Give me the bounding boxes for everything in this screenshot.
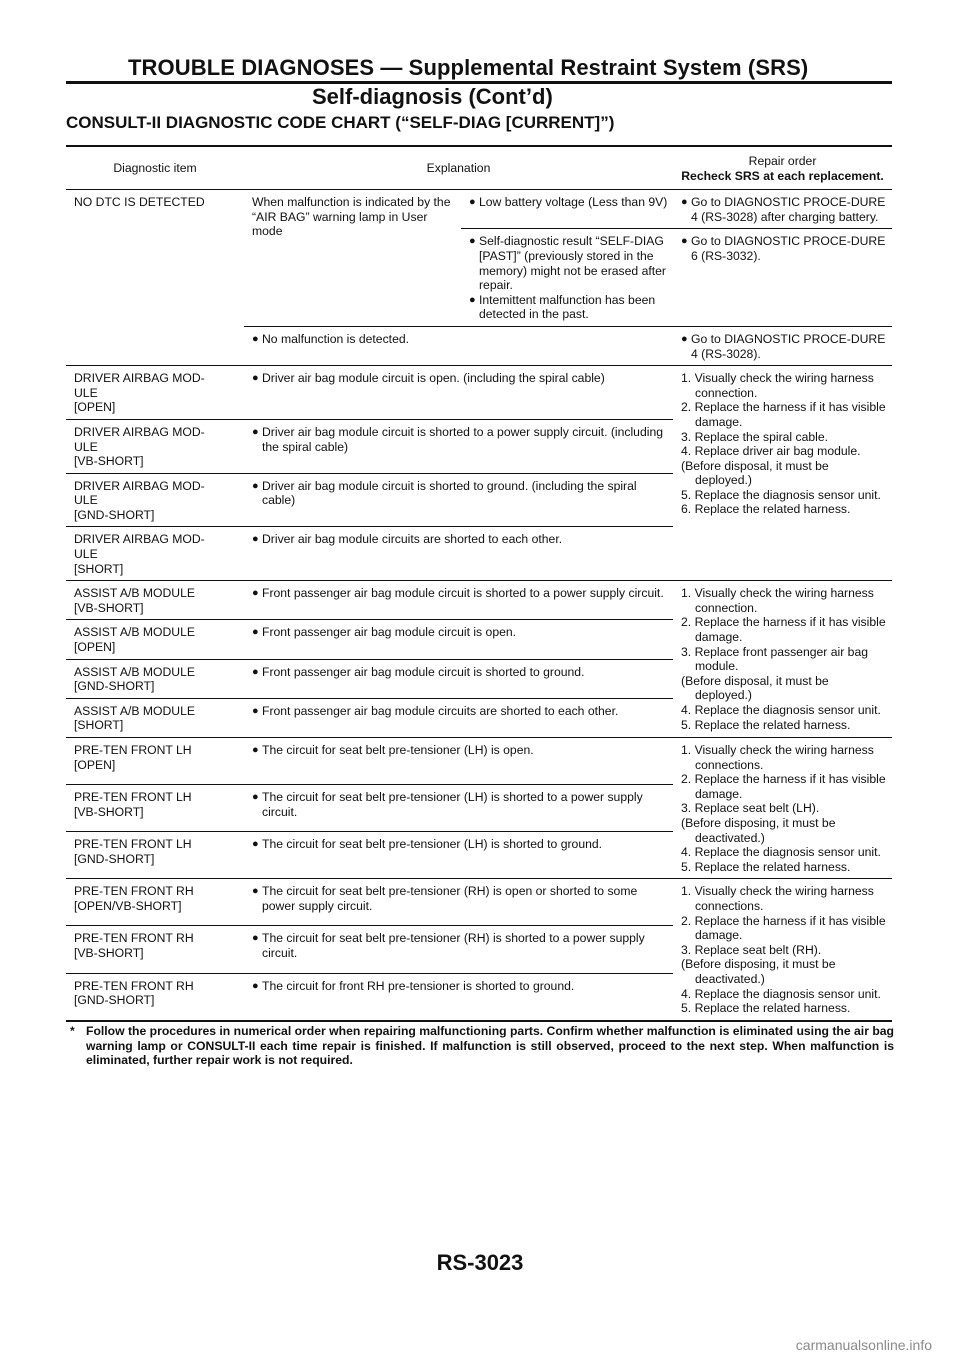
- item-cell: [66, 926, 244, 973]
- cause-cell: [461, 229, 673, 327]
- item-cell: [66, 879, 244, 926]
- bullet-icon: ●: [252, 885, 259, 898]
- repair-step: 5. Replace the diagnosis sensor unit.: [681, 487, 881, 502]
- repair-step: (Before disposal, it must be deployed.): [681, 458, 829, 488]
- item-text: DRIVER AIRBAG MOD-: [74, 371, 205, 386]
- explanation-cell: [244, 832, 673, 879]
- header-title: TROUBLE DIAGNOSES — Supplemental Restraint System (SRS): [128, 55, 809, 80]
- repair-step: 2. Replace the harness if it has visible damage.: [681, 400, 886, 429]
- table-row: [66, 581, 892, 620]
- explanation-text: Front passenger air bag module circuit is shorted to ground.: [262, 664, 585, 679]
- item-text: [GND-SHORT]: [74, 507, 155, 522]
- bullet-icon: ●: [252, 665, 259, 678]
- cause-text: Low battery voltage (Less than 9V): [479, 195, 668, 210]
- item-cell: [66, 659, 244, 698]
- bullet-icon: ●: [252, 425, 259, 438]
- explanation-text: The circuit for seat belt pre-tensioner (LH) is shorted to a power supply circuit.: [262, 790, 643, 819]
- footnote-text: Follow the procedures in numerical order when repairing malfunctioning parts. Confirm whether malfunction is eliminated using the air bag warning lamp or CONSULT-II each time repair is finished. If malfunction is still observed, proceed to the next step. When malfunction is eliminated, further repair work is not required.: [86, 1024, 894, 1068]
- header-subtitle: Self-diagnosis (Cont’d): [312, 84, 553, 109]
- action-text: Go to DIAGNOSTIC PROCE-DURE 4 (RS-3028).: [691, 331, 886, 361]
- item-text: ASSIST A/B MODULE: [74, 664, 196, 679]
- item-text: [GND-SHORT]: [74, 993, 155, 1008]
- bullet-icon: ●: [252, 744, 259, 756]
- repair-step: 2. Replace the harness if it has visible damage.: [681, 772, 886, 801]
- repair-step: 1. Visually check the wiring harness connections.: [681, 884, 874, 913]
- item-text: PRE-TEN FRONT LH: [74, 790, 192, 805]
- repair-cell: [673, 581, 892, 738]
- diagnostic-code-chart: [66, 147, 892, 1020]
- column-header-explanation: Explanation: [426, 161, 491, 176]
- item-text: [SHORT]: [74, 718, 124, 733]
- repair-step: 1. Visually check the wiring harness connections.: [681, 743, 874, 772]
- item-text: PRE-TEN FRONT RH: [74, 884, 194, 899]
- explanation-cell: [244, 473, 673, 527]
- repair-step: 1. Visually check the wiring harness connection.: [681, 371, 874, 400]
- bullet-icon: ●: [252, 704, 259, 717]
- table-row: [66, 879, 892, 926]
- item-text: PRE-TEN FRONT RH: [74, 931, 194, 946]
- item-text: [SHORT]: [74, 561, 124, 576]
- explanation-text: Front passenger air bag module circuits are shorted to each other.: [262, 703, 619, 718]
- cause-text: Self-diagnostic result “SELF-DIAG [PAST]” (previously stored in the memory) might not be erased after repair.: [479, 234, 666, 293]
- item-text: ASSIST A/B MODULE: [74, 586, 196, 601]
- table-row: [66, 190, 892, 229]
- item-cell: [66, 785, 244, 832]
- bullet-icon: ●: [252, 533, 259, 546]
- table-body: [66, 190, 892, 1020]
- item-text: ULE: [74, 439, 98, 454]
- bullet-icon: ●: [681, 235, 688, 248]
- item-text: ULE: [74, 385, 98, 400]
- repair-order-note: Recheck SRS at each replacement.: [681, 168, 884, 183]
- column-header-item: Diagnostic item: [113, 161, 197, 176]
- item-cell: [66, 581, 244, 620]
- repair-cell: [673, 190, 892, 229]
- bullet-icon: ●: [469, 196, 476, 209]
- explanation-text: Driver air bag module circuit is shorted to ground. (including the spiral cable): [262, 478, 637, 508]
- explanation-cell: [244, 785, 673, 832]
- item-text: [OPEN]: [74, 400, 116, 415]
- explanation-cell: [244, 738, 673, 785]
- bullet-icon: ●: [469, 235, 476, 248]
- explanation-text: The circuit for seat belt pre-tensioner (RH) is shorted to a power supply circuit.: [262, 931, 645, 961]
- explanation-cell: [244, 973, 673, 1020]
- bullet-icon: ●: [252, 332, 259, 345]
- repair-step: 3. Replace seat belt (RH).: [681, 942, 822, 957]
- cause-cell: [244, 326, 673, 365]
- action-text: Go to DIAGNOSTIC PROCE-DURE 4 (RS-3028) after charging battery.: [691, 195, 886, 224]
- repair-cell: [673, 879, 892, 1020]
- explanation-text: Driver air bag module circuit is shorted to a power supply circuit. (including the spiral cable): [262, 424, 664, 454]
- repair-step: 3. Replace seat belt (LH).: [681, 801, 820, 816]
- item-text: [GND-SHORT]: [74, 679, 155, 694]
- cause-cell: [461, 190, 673, 229]
- repair-step: 5. Replace the related harness.: [681, 1001, 851, 1016]
- item-text: PRE-TEN FRONT LH: [74, 743, 192, 757]
- bullet-icon: ●: [252, 587, 259, 600]
- repair-step: (Before disposing, it must be deactivated.): [681, 815, 836, 845]
- table-bottom-rule: [66, 1020, 892, 1022]
- table-header-row: [66, 147, 892, 190]
- repair-step: 4. Replace the diagnosis sensor unit.: [681, 703, 881, 717]
- repair-step: (Before disposal, it must be deployed.): [681, 673, 829, 703]
- watermark: carmanualsonline.info: [795, 1337, 932, 1353]
- item-cell: [66, 832, 244, 879]
- repair-cell: [673, 738, 892, 879]
- repair-cell: [673, 366, 892, 581]
- item-text: [OPEN/VB-SHORT]: [74, 898, 182, 913]
- repair-step: 5. Replace the related harness.: [681, 717, 851, 732]
- item-text: [OPEN]: [74, 640, 116, 655]
- item-text: PRE-TEN FRONT RH: [74, 978, 194, 993]
- bullet-icon: ●: [252, 372, 259, 385]
- repair-step: 4. Replace the diagnosis sensor unit.: [681, 845, 881, 860]
- item-text: [GND-SHORT]: [74, 851, 155, 866]
- item-text: ASSIST A/B MODULE: [74, 625, 196, 640]
- repair-cell: [673, 229, 892, 327]
- item-text: [VB-SHORT]: [74, 946, 144, 961]
- explanation-cell: [244, 527, 673, 581]
- explanation-text: Driver air bag module circuits are shorted to each other.: [262, 532, 563, 547]
- item-text: ASSIST A/B MODULE: [74, 703, 196, 718]
- item-cell: [66, 738, 244, 785]
- footnote: [66, 1024, 894, 1068]
- item-cell: [66, 366, 244, 420]
- bullet-icon: ●: [252, 791, 259, 804]
- bullet-icon: ●: [252, 626, 259, 639]
- explanation-text: The circuit for seat belt pre-tensioner (LH) is open.: [262, 743, 534, 757]
- explanation-cell: [244, 419, 673, 473]
- repair-step: 3. Replace front passenger air bag module.: [681, 644, 869, 674]
- repair-step: 6. Replace the related harness.: [681, 502, 851, 517]
- item-cell: [66, 527, 244, 581]
- explanation-text: Front passenger air bag module circuit is shorted to a power supply circuit.: [262, 586, 664, 601]
- item-text: DRIVER AIRBAG MOD-: [74, 424, 205, 439]
- explanation-cell: [244, 698, 673, 737]
- explanation-cell: [244, 659, 673, 698]
- bullet-icon: ●: [252, 838, 259, 851]
- explanation-cell: [244, 366, 673, 420]
- item-cell: NO DTC IS DETECTED: [74, 195, 205, 210]
- item-cell: [66, 620, 244, 659]
- bullet-icon: ●: [469, 293, 476, 306]
- explanation-cell: When malfunction is indicated by the “AIR BAG” warning lamp in User mode: [252, 195, 451, 239]
- bullet-icon: ●: [252, 979, 259, 992]
- explanation-cell: [244, 926, 673, 973]
- explanation-cell: [244, 879, 673, 926]
- item-text: DRIVER AIRBAG MOD-: [74, 478, 205, 493]
- page-number: RS-3023: [436, 1250, 524, 1275]
- repair-cell: [673, 326, 892, 365]
- item-text: [OPEN]: [74, 757, 116, 772]
- item-text: [VB-SHORT]: [74, 804, 144, 819]
- explanation-text: The circuit for seat belt pre-tensioner (LH) is shorted to ground.: [262, 837, 603, 852]
- explanation-cell: [244, 620, 673, 659]
- explanation-cell: [244, 581, 673, 620]
- item-cell: [66, 473, 244, 527]
- table-row: [66, 738, 892, 785]
- repair-step: 2. Replace the harness if it has visible damage.: [681, 913, 886, 943]
- item-text: [VB-SHORT]: [74, 454, 144, 469]
- explanation-text: The circuit for front RH pre-tensioner is shorted to ground.: [262, 978, 575, 993]
- action-text: Go to DIAGNOSTIC PROCE-DURE 6 (RS-3032).: [691, 234, 886, 263]
- repair-step: 5. Replace the related harness.: [681, 859, 851, 874]
- table-row: [66, 366, 892, 420]
- bullet-icon: ●: [681, 196, 688, 209]
- item-cell: [66, 419, 244, 473]
- item-text: ULE: [74, 493, 98, 508]
- footnote-mark: *: [70, 1024, 75, 1038]
- cause-text: No malfunction is detected.: [262, 331, 410, 346]
- bullet-icon: ●: [681, 332, 688, 345]
- repair-order-label: Repair order: [748, 154, 817, 168]
- explanation-text: The circuit for seat belt pre-tensioner (RH) is open or shorted to some power supply circuit.: [262, 884, 638, 913]
- item-text: DRIVER AIRBAG MOD-: [74, 532, 205, 547]
- repair-step: 2. Replace the harness if it has visible damage.: [681, 615, 886, 645]
- repair-step: 3. Replace the spiral cable.: [681, 429, 829, 444]
- bullet-icon: ●: [252, 932, 259, 945]
- repair-step: 1. Visually check the wiring harness connection.: [681, 586, 874, 615]
- repair-step: 4. Replace driver air bag module.: [681, 444, 861, 459]
- repair-step: 4. Replace the diagnosis sensor unit.: [681, 986, 881, 1001]
- repair-step: (Before disposing, it must be deactivated.): [681, 957, 836, 986]
- column-header-repair: [673, 147, 892, 190]
- cause-text: Intemittent malfunction has been detected in the past.: [479, 292, 656, 322]
- item-text: [VB-SHORT]: [74, 600, 144, 615]
- explanation-text: Front passenger air bag module circuit is open.: [262, 625, 517, 640]
- bullet-icon: ●: [252, 479, 259, 492]
- item-text: ULE: [74, 547, 98, 562]
- section-title: CONSULT-II DIAGNOSTIC CODE CHART (“SELF-DIAG [CURRENT]”): [66, 113, 615, 132]
- item-cell: [66, 973, 244, 1020]
- item-cell: [66, 698, 244, 737]
- item-text: PRE-TEN FRONT LH: [74, 837, 192, 852]
- explanation-text: Driver air bag module circuit is open. (including the spiral cable): [262, 371, 605, 386]
